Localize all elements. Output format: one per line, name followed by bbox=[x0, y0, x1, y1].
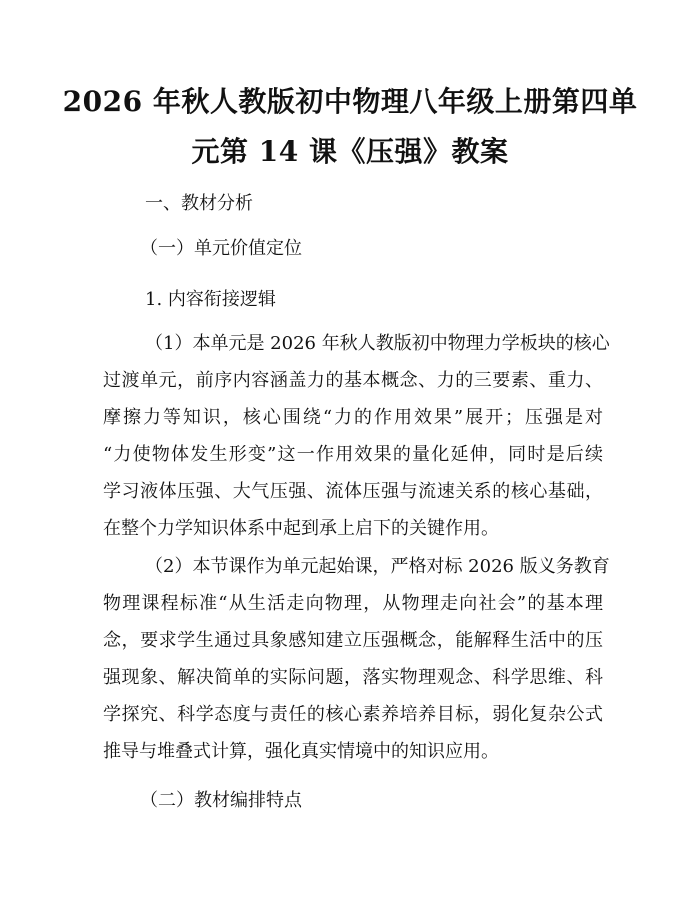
paragraph-1-line: 在整个力学知识体系中起到承上启下的关键作用。 bbox=[103, 518, 499, 539]
paragraph-2-line: 物理课程标准“从生活走向物理，从物理走向社会”的基本理 bbox=[103, 593, 603, 614]
paragraph-2-line: （2）本节课作为单元起始课，严格对标 2026 版义务教育 bbox=[145, 556, 610, 577]
paragraph-1-line: 摩擦力等知识，核心围绕“力的作用效果”展开；压强是对 bbox=[103, 407, 603, 428]
document-title-line-2: 元第 14 课《压强》教案 bbox=[191, 135, 509, 168]
item-heading-content-logic: 1. 内容衔接逻辑 bbox=[145, 289, 276, 310]
paragraph-1-line: 学习液体压强、大气压强、流体压强与流速关系的核心基础， bbox=[103, 481, 603, 502]
paragraph-1-line: “力使物体发生形变”这一作用效果的量化延伸，同时是后续 bbox=[103, 444, 603, 465]
paragraph-1-line: 过渡单元，前序内容涵盖力的基本概念、力的三要素、重力、 bbox=[103, 370, 603, 391]
document-title-line-1: 2026 年秋人教版初中物理八年级上册第四单 bbox=[62, 85, 638, 118]
paragraph-2-line: 强现象、解决简单的实际问题，落实物理观念、科学思维、科 bbox=[103, 667, 603, 688]
subsection-heading-unit-value: （一）单元价值定位 bbox=[140, 238, 302, 259]
section-heading-teaching-material-analysis: 一、教材分析 bbox=[145, 193, 253, 214]
paragraph-2-line: 念，要求学生通过具象感知建立压强概念，能解释生活中的压 bbox=[103, 630, 603, 651]
paragraph-2-line: 学探究、科学态度与责任的核心素养培养目标，弱化复杂公式 bbox=[103, 704, 603, 725]
subsection-heading-textbook-features: （二）教材编排特点 bbox=[140, 790, 302, 811]
paragraph-1 bbox=[103, 332, 610, 554]
paragraph-2 bbox=[103, 555, 610, 777]
paragraph-2-line: 推导与堆叠式计算，强化真实情境中的知识应用。 bbox=[103, 741, 499, 762]
paragraph-1-line: （1）本单元是 2026 年秋人教版初中物理力学板块的核心 bbox=[145, 333, 610, 354]
